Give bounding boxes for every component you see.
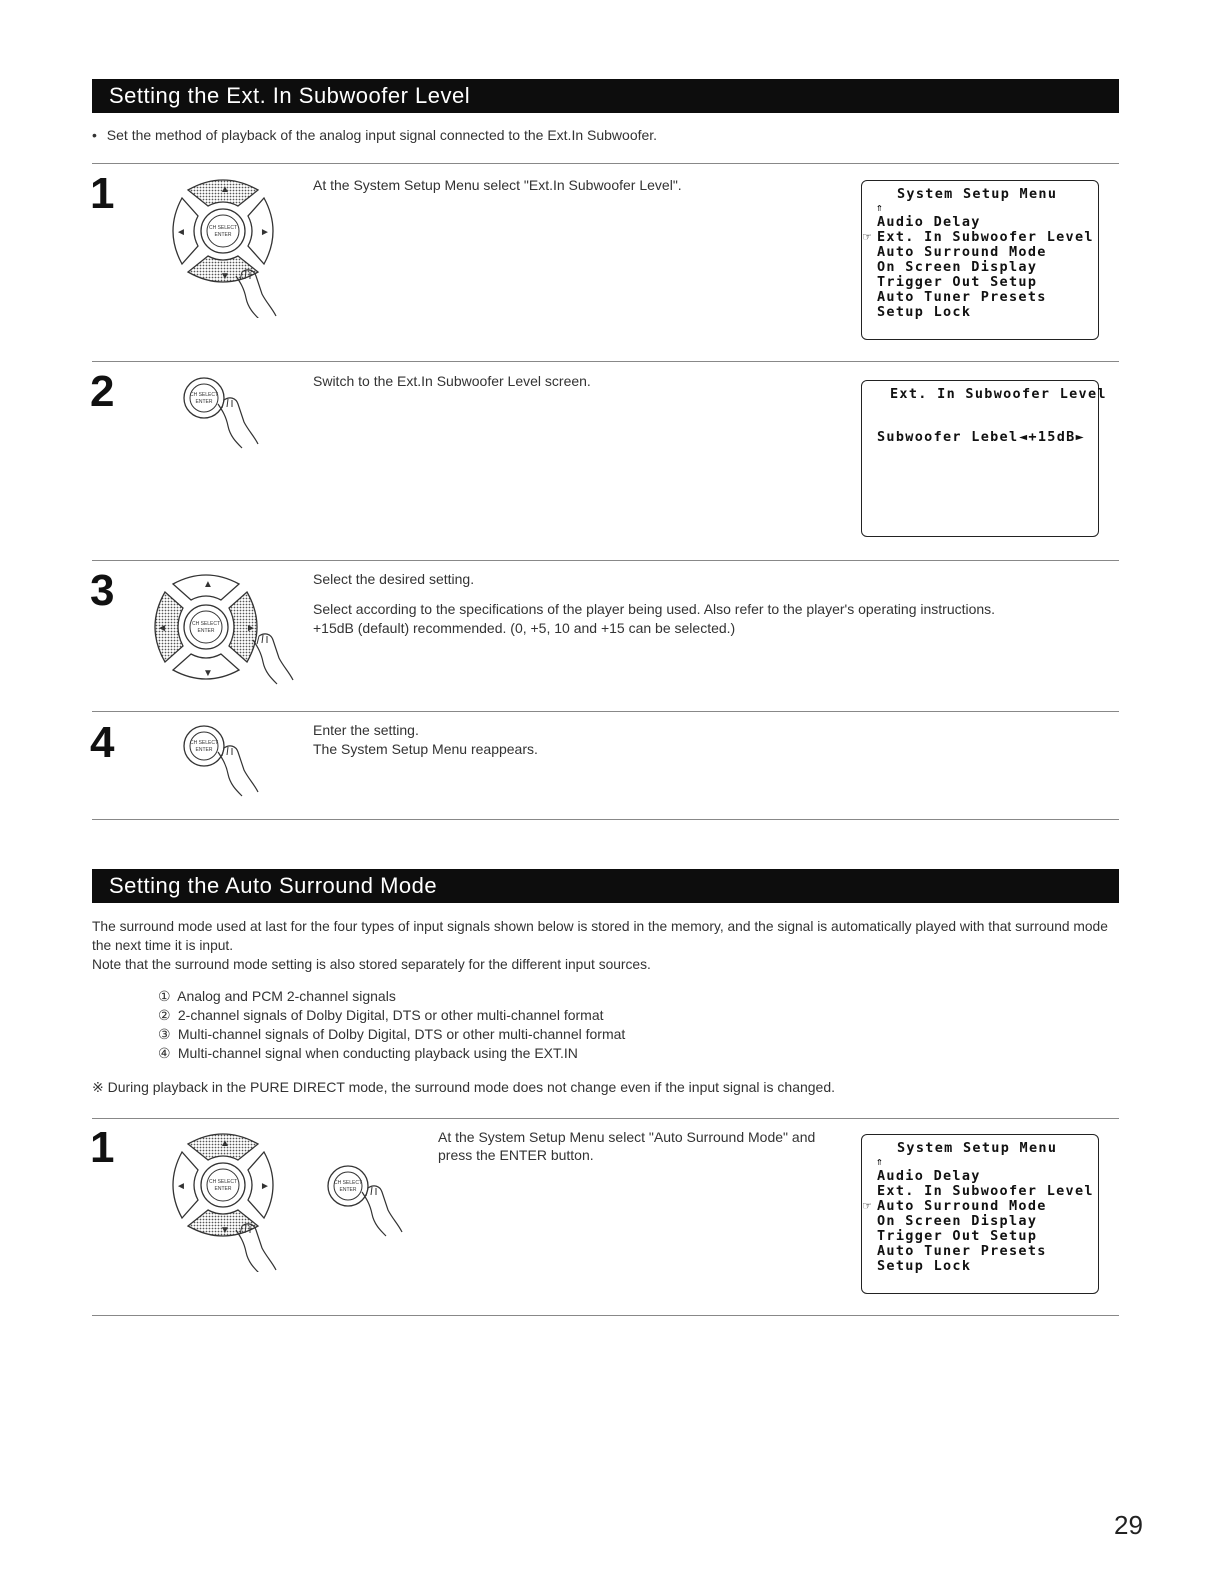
list-item: ③ Multi-channel signals of Dolby Digital, DTS or other multi-channel format <box>158 1026 626 1042</box>
svg-text:CH SELECT: CH SELECT <box>333 1180 363 1186</box>
pointing-hand-icon: ☞ <box>863 1198 873 1214</box>
list-item: ① Analog and PCM 2-channel signals <box>158 988 396 1004</box>
divider <box>92 819 1119 820</box>
osd-subwoofer-level <box>861 380 1107 537</box>
osd-item: Setup Lock <box>877 1258 972 1274</box>
up-arrow-icon: ▲ <box>220 1138 230 1149</box>
hand-icon <box>218 746 258 796</box>
section-header-subwoofer <box>92 79 1119 113</box>
svg-text:ENTER: ENTER <box>214 232 232 238</box>
osd-item-selected: ☞ Ext. In Subwoofer Level <box>863 229 1094 245</box>
description-text: The surround mode used at last for the four types of input signals shown below is stored in the memory, and the signal is automatically played with that surround mode the next time it is input. Note that the surround mode setting is also stored separately for the different input sources. <box>92 919 1108 972</box>
down-arrow-icon: ▼ <box>220 1225 230 1236</box>
hand-icon <box>218 398 258 448</box>
enter-button[interactable] <box>178 376 278 456</box>
step-number: 1 <box>90 1123 115 1172</box>
up-arrow-icon: ▲ <box>203 579 213 590</box>
divider <box>92 361 1119 362</box>
osd-item: Trigger Out Setup <box>877 274 1038 290</box>
down-arrow-icon: ▼ <box>220 271 230 282</box>
input-signal-list <box>158 987 625 1063</box>
right-arrow-icon: ► <box>260 1181 270 1192</box>
step-text: At the System Setup Menu select "Ext.In Subwoofer Level". <box>313 177 682 193</box>
step-text: At the System Setup Menu select "Auto Surround Mode" and press the ENTER button. <box>438 1129 816 1163</box>
osd-title: System Setup Menu <box>897 1140 1058 1156</box>
down-arrow-icon: ▼ <box>203 668 213 679</box>
svg-text:ENTER: ENTER <box>339 1187 357 1193</box>
step-text-block: Enter the setting. The System Setup Menu reappears. <box>313 722 538 757</box>
osd-system-setup-menu <box>861 1134 1099 1294</box>
section-title: Setting the Ext. In Subwoofer Level <box>109 83 471 108</box>
step-number: 2 <box>90 367 115 416</box>
left-arrow-icon: ◄ <box>157 623 167 634</box>
step-text-block: Select the desired setting. Select according to the specifications of the player being used. Also refer to the player's operating instructions. +15dB (default) recommended. (0, +5, 10 and +15 can be selected.) <box>313 571 996 636</box>
step-number: 3 <box>90 566 115 615</box>
osd-item: Auto Surround Mode <box>877 244 1047 260</box>
osd-title: System Setup Menu <box>897 186 1058 202</box>
divider <box>92 1315 1119 1316</box>
left-arrow-icon: ◄ <box>176 227 186 238</box>
osd-item: Ext. In Subwoofer Level <box>877 1183 1094 1199</box>
osd-item: On Screen Display <box>877 1213 1038 1229</box>
step-number: 1 <box>90 169 115 218</box>
osd-item: Audio Delay <box>877 1168 981 1184</box>
enter-button[interactable] <box>322 1164 422 1244</box>
osd-item-selected: ☞ Auto Surround Mode <box>863 1198 1047 1214</box>
intro-text: • Set the method of playback of the analog input signal connected to the Ext.In Subwoofer. <box>92 127 658 143</box>
enter-button[interactable] <box>178 724 278 804</box>
section-title: Setting the Auto Surround Mode <box>109 873 438 898</box>
scroll-up-icon: ⇑ <box>876 201 884 214</box>
remote-cursor-pad[interactable] <box>160 168 310 318</box>
osd-title: Ext. In Subwoofer Level <box>890 386 1107 402</box>
left-arrow-icon: ◄ <box>176 1181 186 1192</box>
list-item: ② 2-channel signals of Dolby Digital, DTS or other multi-channel format <box>158 1007 604 1023</box>
svg-text:CH SELECT: CH SELECT <box>189 392 219 398</box>
osd-item: Auto Tuner Presets <box>877 289 1047 305</box>
osd-setting-label: Subwoofer Lebel <box>877 429 1019 445</box>
divider <box>92 560 1119 561</box>
osd-item: Setup Lock <box>877 304 972 320</box>
step-text: Switch to the Ext.In Subwoofer Level screen. <box>313 373 591 389</box>
svg-text:CH SELECT: CH SELECT <box>208 225 238 231</box>
page-number: 29 <box>1114 1510 1143 1540</box>
svg-text:ENTER: ENTER <box>195 747 213 753</box>
svg-text:CH SELECT: CH SELECT <box>191 621 221 627</box>
hand-icon <box>362 1186 402 1236</box>
section-header-auto-surround <box>92 869 1119 903</box>
svg-text:ENTER: ENTER <box>214 1186 232 1192</box>
list-item: ④ Multi-channel signal when conducting playback using the EXT.IN <box>158 1045 578 1061</box>
bullet: • <box>92 127 97 143</box>
note-icon: ※ <box>92 1079 104 1095</box>
divider <box>92 711 1119 712</box>
osd-item: On Screen Display <box>877 259 1038 275</box>
svg-text:CH SELECT: CH SELECT <box>208 1179 238 1185</box>
osd-item: Trigger Out Setup <box>877 1228 1038 1244</box>
right-arrow-icon: ► <box>260 227 270 238</box>
osd-system-setup-menu <box>861 180 1099 340</box>
osd-item: Audio Delay <box>877 214 981 230</box>
scroll-up-icon: ⇑ <box>876 1155 884 1168</box>
svg-text:ENTER: ENTER <box>195 399 213 405</box>
up-arrow-icon: ▲ <box>220 184 230 195</box>
right-arrow-icon: ► <box>246 623 256 634</box>
svg-text:CH SELECT: CH SELECT <box>189 740 219 746</box>
remote-cursor-pad[interactable] <box>160 1122 310 1272</box>
divider <box>92 1118 1119 1119</box>
hand-icon <box>253 634 293 684</box>
step-number: 4 <box>90 718 115 767</box>
remote-cursor-pad[interactable] <box>143 570 313 700</box>
osd-item: Auto Tuner Presets <box>877 1243 1047 1259</box>
osd-setting-value: ◄+15dB► <box>1019 429 1085 445</box>
svg-text:ENTER: ENTER <box>197 628 215 634</box>
pointing-hand-icon: ☞ <box>863 229 873 245</box>
note-text: ※ During playback in the PURE DIRECT mode, the surround mode does not change even if the input signal is changed. <box>92 1079 836 1095</box>
divider <box>92 163 1119 164</box>
